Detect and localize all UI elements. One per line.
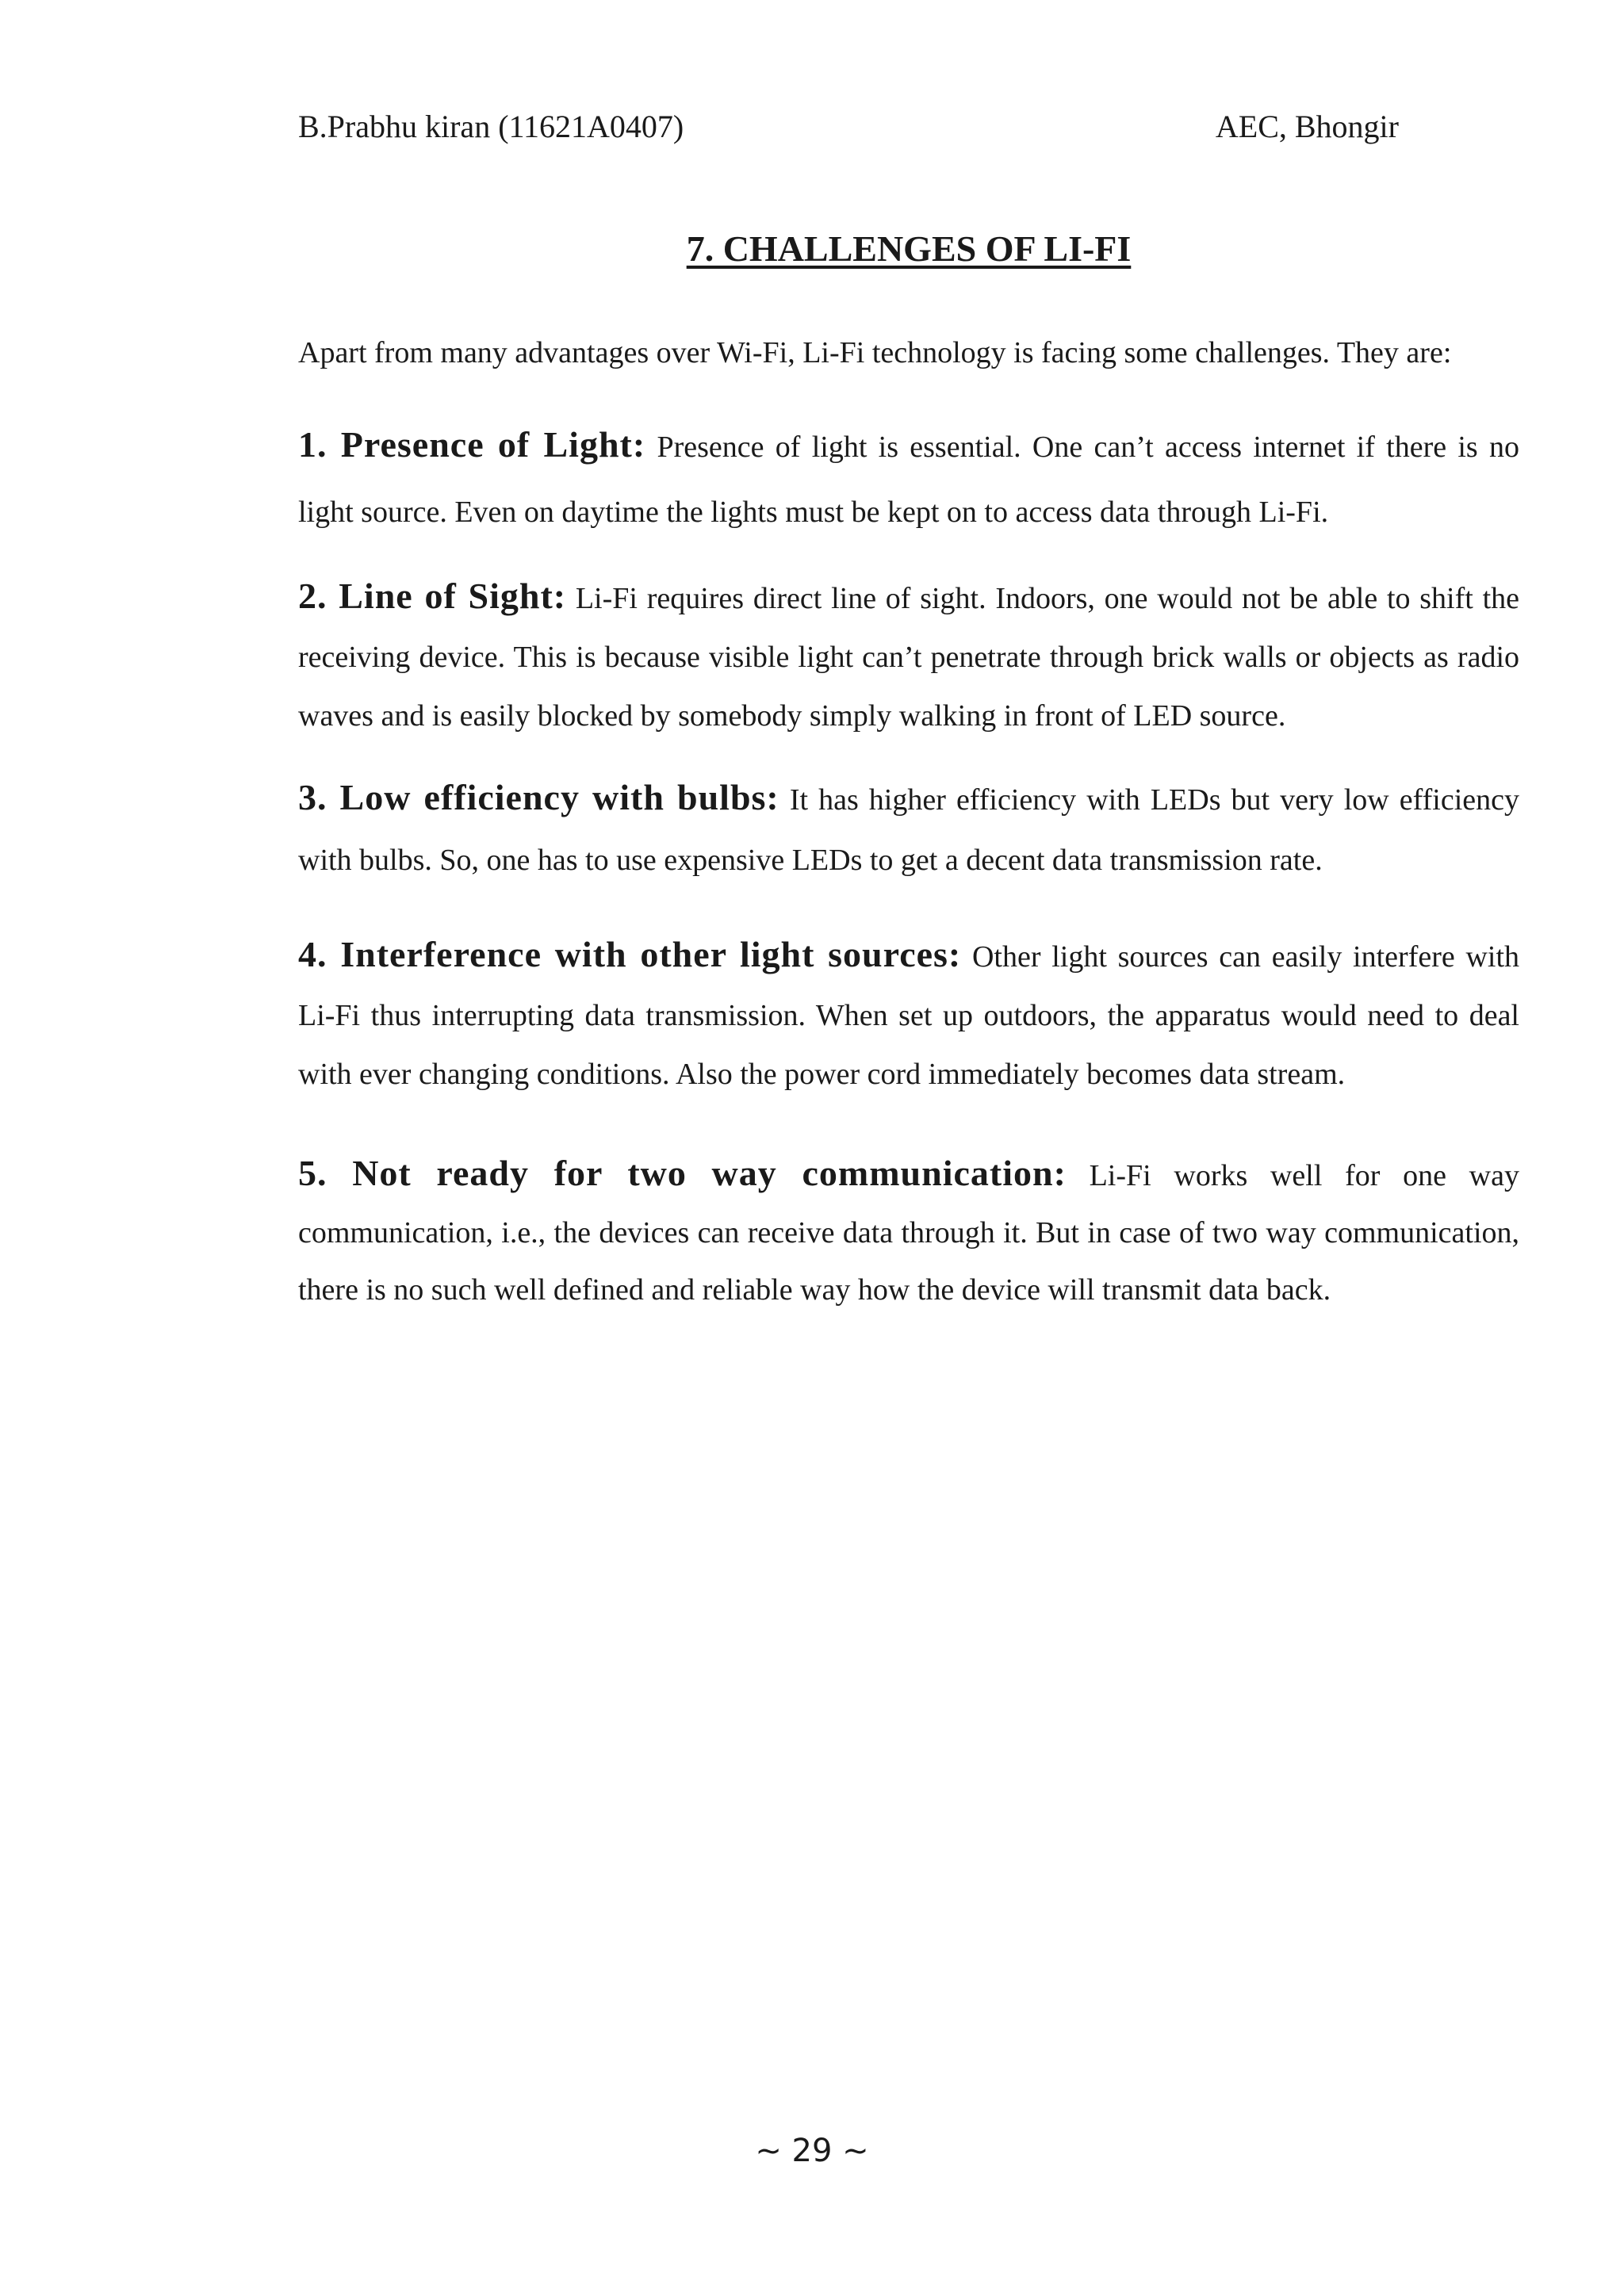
challenge-description: Presence of light is essential. One can’t access internet if there is no light source. Even on daytime the lights must be kept on to access data through Li-Fi. bbox=[298, 430, 1519, 529]
page-header bbox=[298, 108, 1399, 146]
section-title: 7. CHALLENGES OF LI-FI bbox=[686, 228, 1132, 269]
challenge-term: 4. Interference with other light sources: bbox=[298, 934, 962, 974]
challenge-term: 2. Line of Sight: bbox=[298, 576, 567, 616]
page-number: ~ 29 ~ bbox=[755, 2133, 869, 2169]
challenge-item-2 bbox=[298, 567, 1519, 745]
challenge-item-5 bbox=[298, 1145, 1519, 1318]
challenge-description: Li-Fi requires direct line of sight. Indoors, one would not be able to shift the receiving device. This is because visible light can’t penetrate through brick walls or objects as radio waves and is easily blocked by somebody simply walking in front of LED source. bbox=[298, 582, 1519, 733]
challenge-item-3 bbox=[298, 767, 1519, 890]
challenge-item-4 bbox=[298, 925, 1519, 1104]
header-institution: AEC, Bhongir bbox=[1215, 109, 1399, 144]
challenge-term: 1. Presence of Light: bbox=[298, 424, 646, 465]
challenge-description: Other light sources can easily interfere with Li-Fi thus interrupting data transmission. When set up outdoors, the apparatus would need to deal with ever changing conditions. Also the power cord immediately becomes data stream. bbox=[298, 940, 1520, 1091]
header-author: B.Prabhu kiran (11621A0407) bbox=[298, 109, 684, 144]
challenge-description: It has higher efficiency with LEDs but very low efficiency with bulbs. So, one has to use expensive LEDs to get a decent data transmission rate. bbox=[298, 783, 1520, 877]
challenge-item-1 bbox=[298, 412, 1519, 545]
intro-paragraph: Apart from many advantages over Wi-Fi, Li-Fi technology is facing some challenges. They are: bbox=[298, 336, 1452, 369]
section-content bbox=[298, 323, 1519, 1318]
challenge-term: 3. Low efficiency with bulbs: bbox=[298, 777, 779, 817]
challenge-term: 5. Not ready for two way communication: bbox=[298, 1153, 1067, 1193]
challenge-description: Li-Fi works well for one way communication, i.e., the devices can receive data through it. But in case of two way communication, there is no such well defined and reliable way how the device will transmit data back. bbox=[298, 1159, 1519, 1307]
